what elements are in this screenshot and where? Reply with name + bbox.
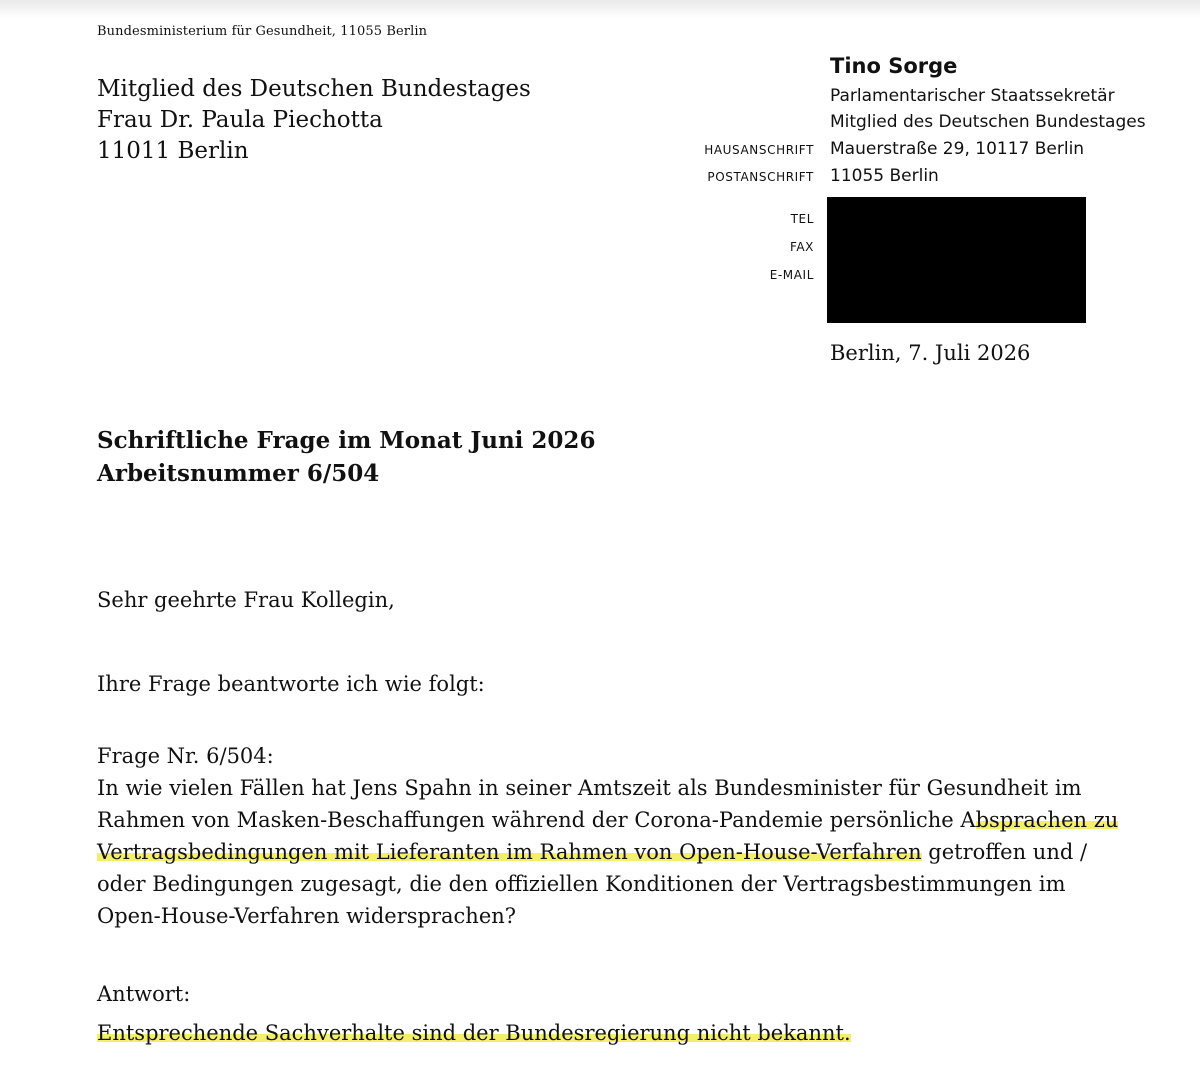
- recipient-line-3: 11011 Berlin: [97, 138, 249, 164]
- official-role: Mitglied des Deutschen Bundestages: [830, 112, 1146, 132]
- postanschrift-value: 11055 Berlin: [830, 166, 939, 186]
- question-line-2-text: Rahmen von Masken-Beschaffungen während der Corona-Pandemie persönliche A: [97, 808, 976, 832]
- highlighted-text: Entsprechende Sachverhalte sind der Bundesregierung nicht bekannt.: [97, 1021, 851, 1045]
- subject-line-2: Arbeitsnummer 6/504: [97, 460, 380, 487]
- question-block: [97, 740, 1157, 932]
- official-name: Tino Sorge: [830, 54, 958, 78]
- email-label: E-MAIL: [769, 268, 814, 282]
- sender-address-line: Bundesministerium für Gesundheit, 11055 Berlin: [97, 24, 428, 39]
- letter-date: Berlin, 7. Juli 2026: [830, 341, 1031, 365]
- question-line-3-text: getroffen und /: [921, 840, 1088, 864]
- question-line-2: [97, 804, 1157, 836]
- hausanschrift-label: HAUSANSCHRIFT: [704, 143, 814, 157]
- question-line-5: Open-House-Verfahren widersprachen?: [97, 904, 517, 928]
- answer-label: Antwort:: [97, 982, 191, 1006]
- intro-text: Ihre Frage beantworte ich wie folgt:: [97, 672, 485, 696]
- subject-line-1: Schriftliche Frage im Monat Juni 2026: [97, 427, 596, 454]
- contact-redaction-box: [827, 197, 1086, 323]
- tel-label: TEL: [790, 212, 814, 226]
- recipient-address: [97, 74, 531, 167]
- page-top-shadow: [0, 0, 1200, 18]
- recipient-line-1: Mitglied des Deutschen Bundestages: [97, 76, 531, 102]
- fax-label: FAX: [789, 240, 814, 254]
- hausanschrift-value: Mauerstraße 29, 10117 Berlin: [830, 139, 1085, 159]
- question-line-1: In wie vielen Fällen hat Jens Spahn in seiner Amtszeit als Bundesminister für Gesundheit im: [97, 776, 1082, 800]
- question-line-4: oder Bedingungen zugesagt, die den offiziellen Konditionen der Vertragsbestimmungen im: [97, 872, 1066, 896]
- question-line-3: [97, 836, 1157, 868]
- answer-text: [97, 1021, 851, 1045]
- highlighted-text: bsprachen zu: [975, 808, 1119, 832]
- postanschrift-label: POSTANSCHRIFT: [707, 170, 814, 184]
- recipient-line-2: Frau Dr. Paula Piechotta: [97, 107, 383, 133]
- official-title: Parlamentarischer Staatssekretär: [830, 86, 1115, 106]
- salutation: Sehr geehrte Frau Kollegin,: [97, 588, 395, 612]
- question-label: Frage Nr. 6/504:: [97, 744, 274, 768]
- highlighted-text: Vertragsbedingungen mit Lieferanten im Rahmen von Open-House-Verfahren: [97, 840, 922, 864]
- letter-subject: [97, 424, 595, 490]
